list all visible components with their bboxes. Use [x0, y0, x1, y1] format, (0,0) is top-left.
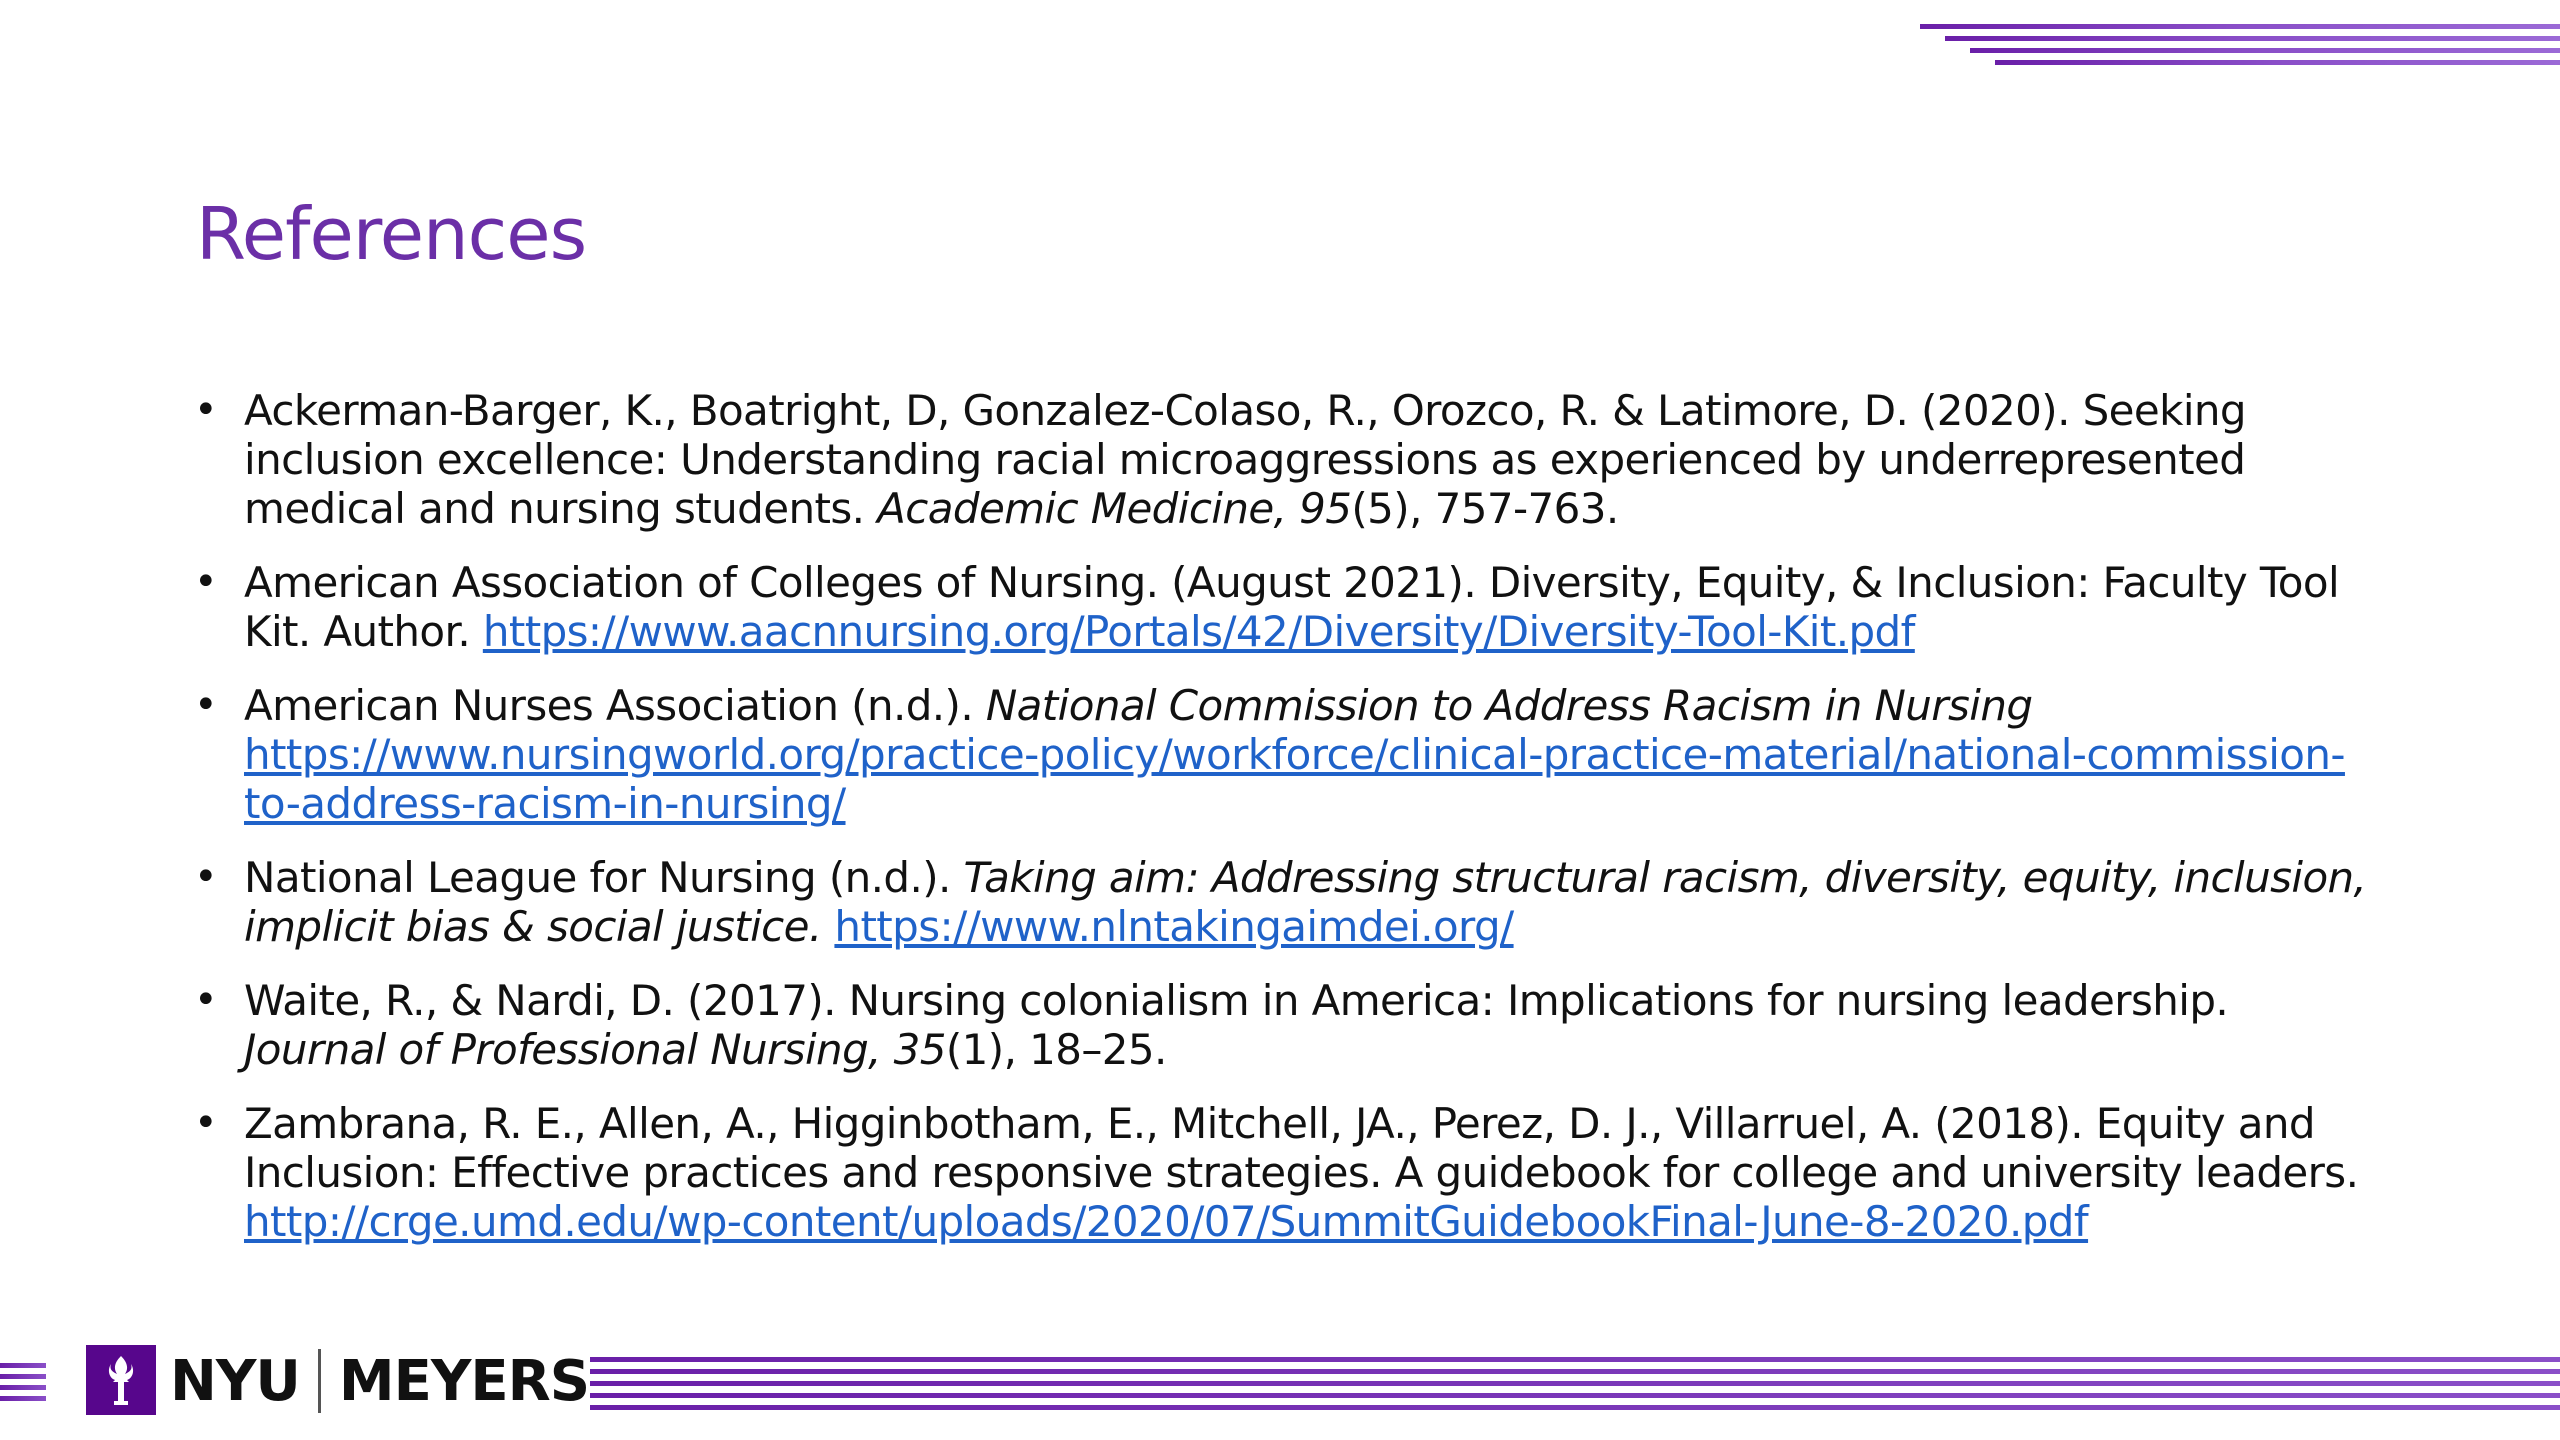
- reference-text: Waite, R., & Nardi, D. (2017). Nursing colonialism in America: Implications for nursing leadership.: [244, 976, 2229, 1025]
- reference-item: [190, 1099, 2370, 1246]
- reference-source-title: National Commission to Address Racism in Nursing: [985, 681, 2033, 730]
- nyu-meyers-logo: [170, 1348, 590, 1414]
- reference-link[interactable]: https://www.nlntakingaimdei.org/: [834, 902, 1514, 951]
- reference-link[interactable]: https://www.aacnnursing.org/Portals/42/Diversity/Diversity-Tool-Kit.pdf: [482, 607, 1915, 656]
- reference-text: American Nurses Association (n.d.).: [244, 681, 986, 730]
- reference-source-title: Journal of Professional Nursing, 35: [244, 1025, 946, 1074]
- reference-text: (5), 757-763.: [1351, 484, 1619, 533]
- footer-left-stripes: [0, 1359, 46, 1405]
- reference-item: [190, 853, 2370, 951]
- reference-text: American Association of Colleges of Nursing. (August 2021). Diversity, Equity, & Inclusion: Faculty Tool Kit. Author.: [244, 558, 2340, 656]
- nyu-torch-icon: [86, 1345, 156, 1415]
- slide-title: References: [196, 192, 587, 276]
- reference-item: [190, 976, 2370, 1074]
- footer: [0, 1345, 2560, 1415]
- reference-text: [822, 902, 835, 951]
- references-list: [190, 386, 2370, 1271]
- top-decorative-stripes: [1920, 24, 2560, 76]
- reference-text: Ackerman-Barger, K., Boatright, D, Gonzalez-Colaso, R., Orozco, R. & Latimore, D. (2020). Seeking inclusion excellence: Understanding racial microaggressions as experienced by underrepresented medical and nursing students.: [244, 386, 2246, 533]
- reference-source-title: Academic Medicine, 95: [877, 484, 1352, 533]
- footer-right-stripes: [590, 1353, 2560, 1411]
- reference-item: [190, 386, 2370, 533]
- reference-text: (1), 18–25.: [945, 1025, 1167, 1074]
- logo-nyu-text: NYU: [170, 1348, 300, 1414]
- reference-item: [190, 681, 2370, 828]
- reference-source-title: Taking aim: Addressing structural racism, diversity, equity, inclusion, implicit bias & social justice.: [244, 853, 2367, 951]
- reference-link[interactable]: https://www.nursingworld.org/practice-policy/workforce/clinical-practice-material/national-commission-to-address-racism-in-nursing/: [244, 730, 2345, 828]
- logo-divider: [318, 1349, 321, 1413]
- reference-text: Zambrana, R. E., Allen, A., Higginbotham, E., Mitchell, JA., Perez, D. J., Villarruel, A. (2018). Equity and Inclusion: Effective practices and responsive strategies. A guidebook for college and university leaders.: [244, 1099, 2359, 1197]
- reference-text: National League for Nursing (n.d.).: [244, 853, 964, 902]
- logo-meyers-text: MEYERS: [338, 1348, 590, 1414]
- reference-link[interactable]: http://crge.umd.edu/wp-content/uploads/2020/07/SummitGuidebookFinal-June-8-2020.pdf: [244, 1197, 2089, 1246]
- reference-item: [190, 558, 2370, 656]
